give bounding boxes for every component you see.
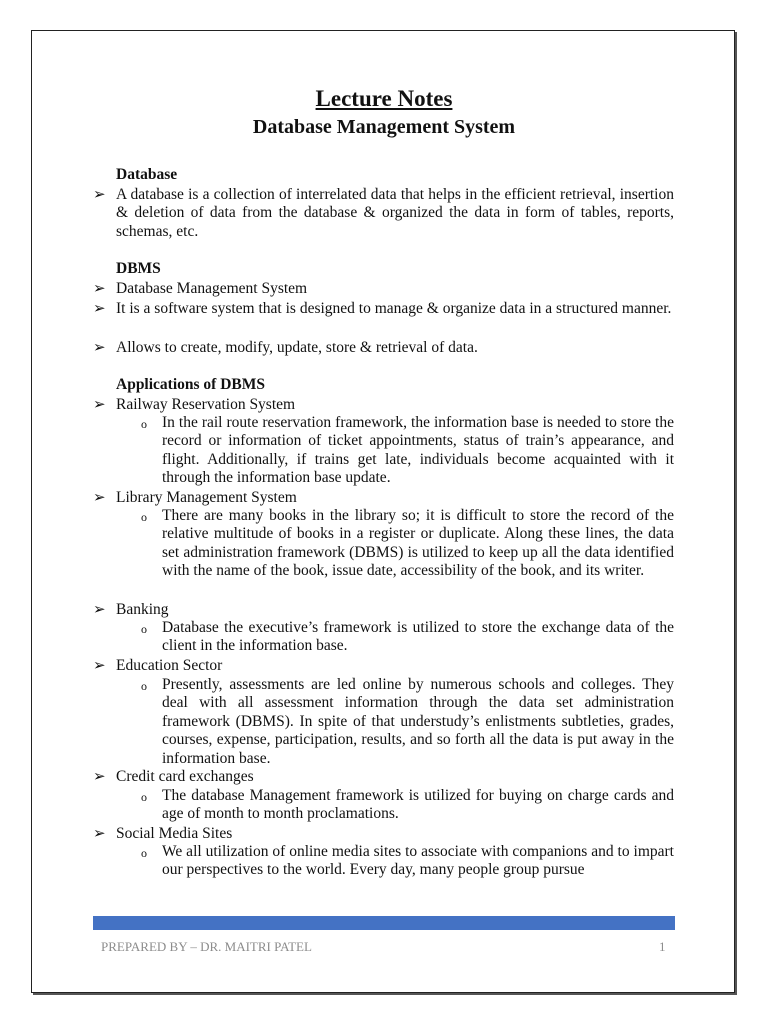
app-library: Library Management System [116, 489, 297, 506]
footer-author: PREPARED BY – DR. MAITRI PATEL [101, 939, 312, 954]
app-education: Education Sector [116, 657, 223, 674]
bullet-icon: ➢ [93, 187, 106, 203]
database-bullet-1: A database is a collection of interrelated data that helps in the efficient retrieval, insertion & deletion of data from the database & organized the data in form of tables, reports, schemas, etc. [116, 186, 674, 240]
section-heading-database: Database [116, 166, 178, 183]
sub-bullet-icon: o [141, 846, 147, 860]
section-heading-applications: Applications of DBMS [116, 376, 265, 393]
sub-bullet-icon: o [141, 790, 147, 804]
dbms-bullet-3: Allows to create, modify, update, store & retrieval of data. [116, 339, 478, 356]
bullet-icon: ➢ [93, 658, 106, 674]
app-credit-detail: The database Management framework is utilized for buying on charge cards and age of month to month proclamations. [162, 787, 674, 823]
page-subtitle: Database Management System [252, 116, 516, 138]
app-education-detail: Presently, assessments are led online by numerous schools and colleges. They deal with all assessment information through the data set administration framework (DBMS). In spite of that understudy’s enlistments subtleties, grades, courses, expense, participation, results, and so forth all the data is put away in the information base. [162, 676, 674, 767]
bullet-icon: ➢ [93, 340, 106, 356]
app-railway: Railway Reservation System [116, 396, 296, 413]
sub-bullet-icon: o [141, 510, 147, 524]
section-heading-dbms: DBMS [116, 260, 161, 277]
sub-bullet-icon: o [141, 622, 147, 636]
app-social: Social Media Sites [116, 825, 233, 842]
bullet-icon: ➢ [93, 769, 106, 785]
app-banking: Banking [116, 601, 169, 618]
sub-bullet-icon: o [141, 417, 147, 431]
sub-bullet-icon: o [141, 679, 147, 693]
bullet-icon: ➢ [93, 301, 106, 317]
page-title: Lecture Notes [315, 86, 453, 111]
footer-bar [93, 916, 675, 930]
app-banking-detail: Database the executive’s framework is utilized to store the exchange data of the client in the information base. [162, 619, 674, 655]
app-railway-detail: In the rail route reservation framework, the information base is needed to store the record or information of ticket appointments, status of train’s appearance, and flight. Additionally, if trains get late, individuals become acquainted with it through the information base update. [162, 414, 674, 487]
bullet-icon: ➢ [93, 826, 106, 842]
bullet-icon: ➢ [93, 281, 106, 297]
bullet-icon: ➢ [93, 602, 106, 618]
app-credit: Credit card exchanges [116, 768, 254, 785]
dbms-bullet-2: It is a software system that is designed to manage & organize data in a structured manner. [116, 300, 672, 317]
dbms-bullet-1: Database Management System [116, 280, 308, 297]
bullet-icon: ➢ [93, 490, 106, 506]
bullet-icon: ➢ [93, 397, 106, 413]
app-social-detail: We all utilization of online media sites to associate with companions and to impart our perspectives to the world. Every day, many people group pursue [162, 843, 674, 879]
app-library-detail: There are many books in the library so; it is difficult to store the record of the relative multitude of books in a register or duplicate. Along these lines, the data set administration framework (DBMS) is utilized to keep up all the data identified with the name of the book, issue date, accessibility of the book, and its writer. [162, 507, 674, 580]
page-number: 1 [659, 939, 666, 954]
